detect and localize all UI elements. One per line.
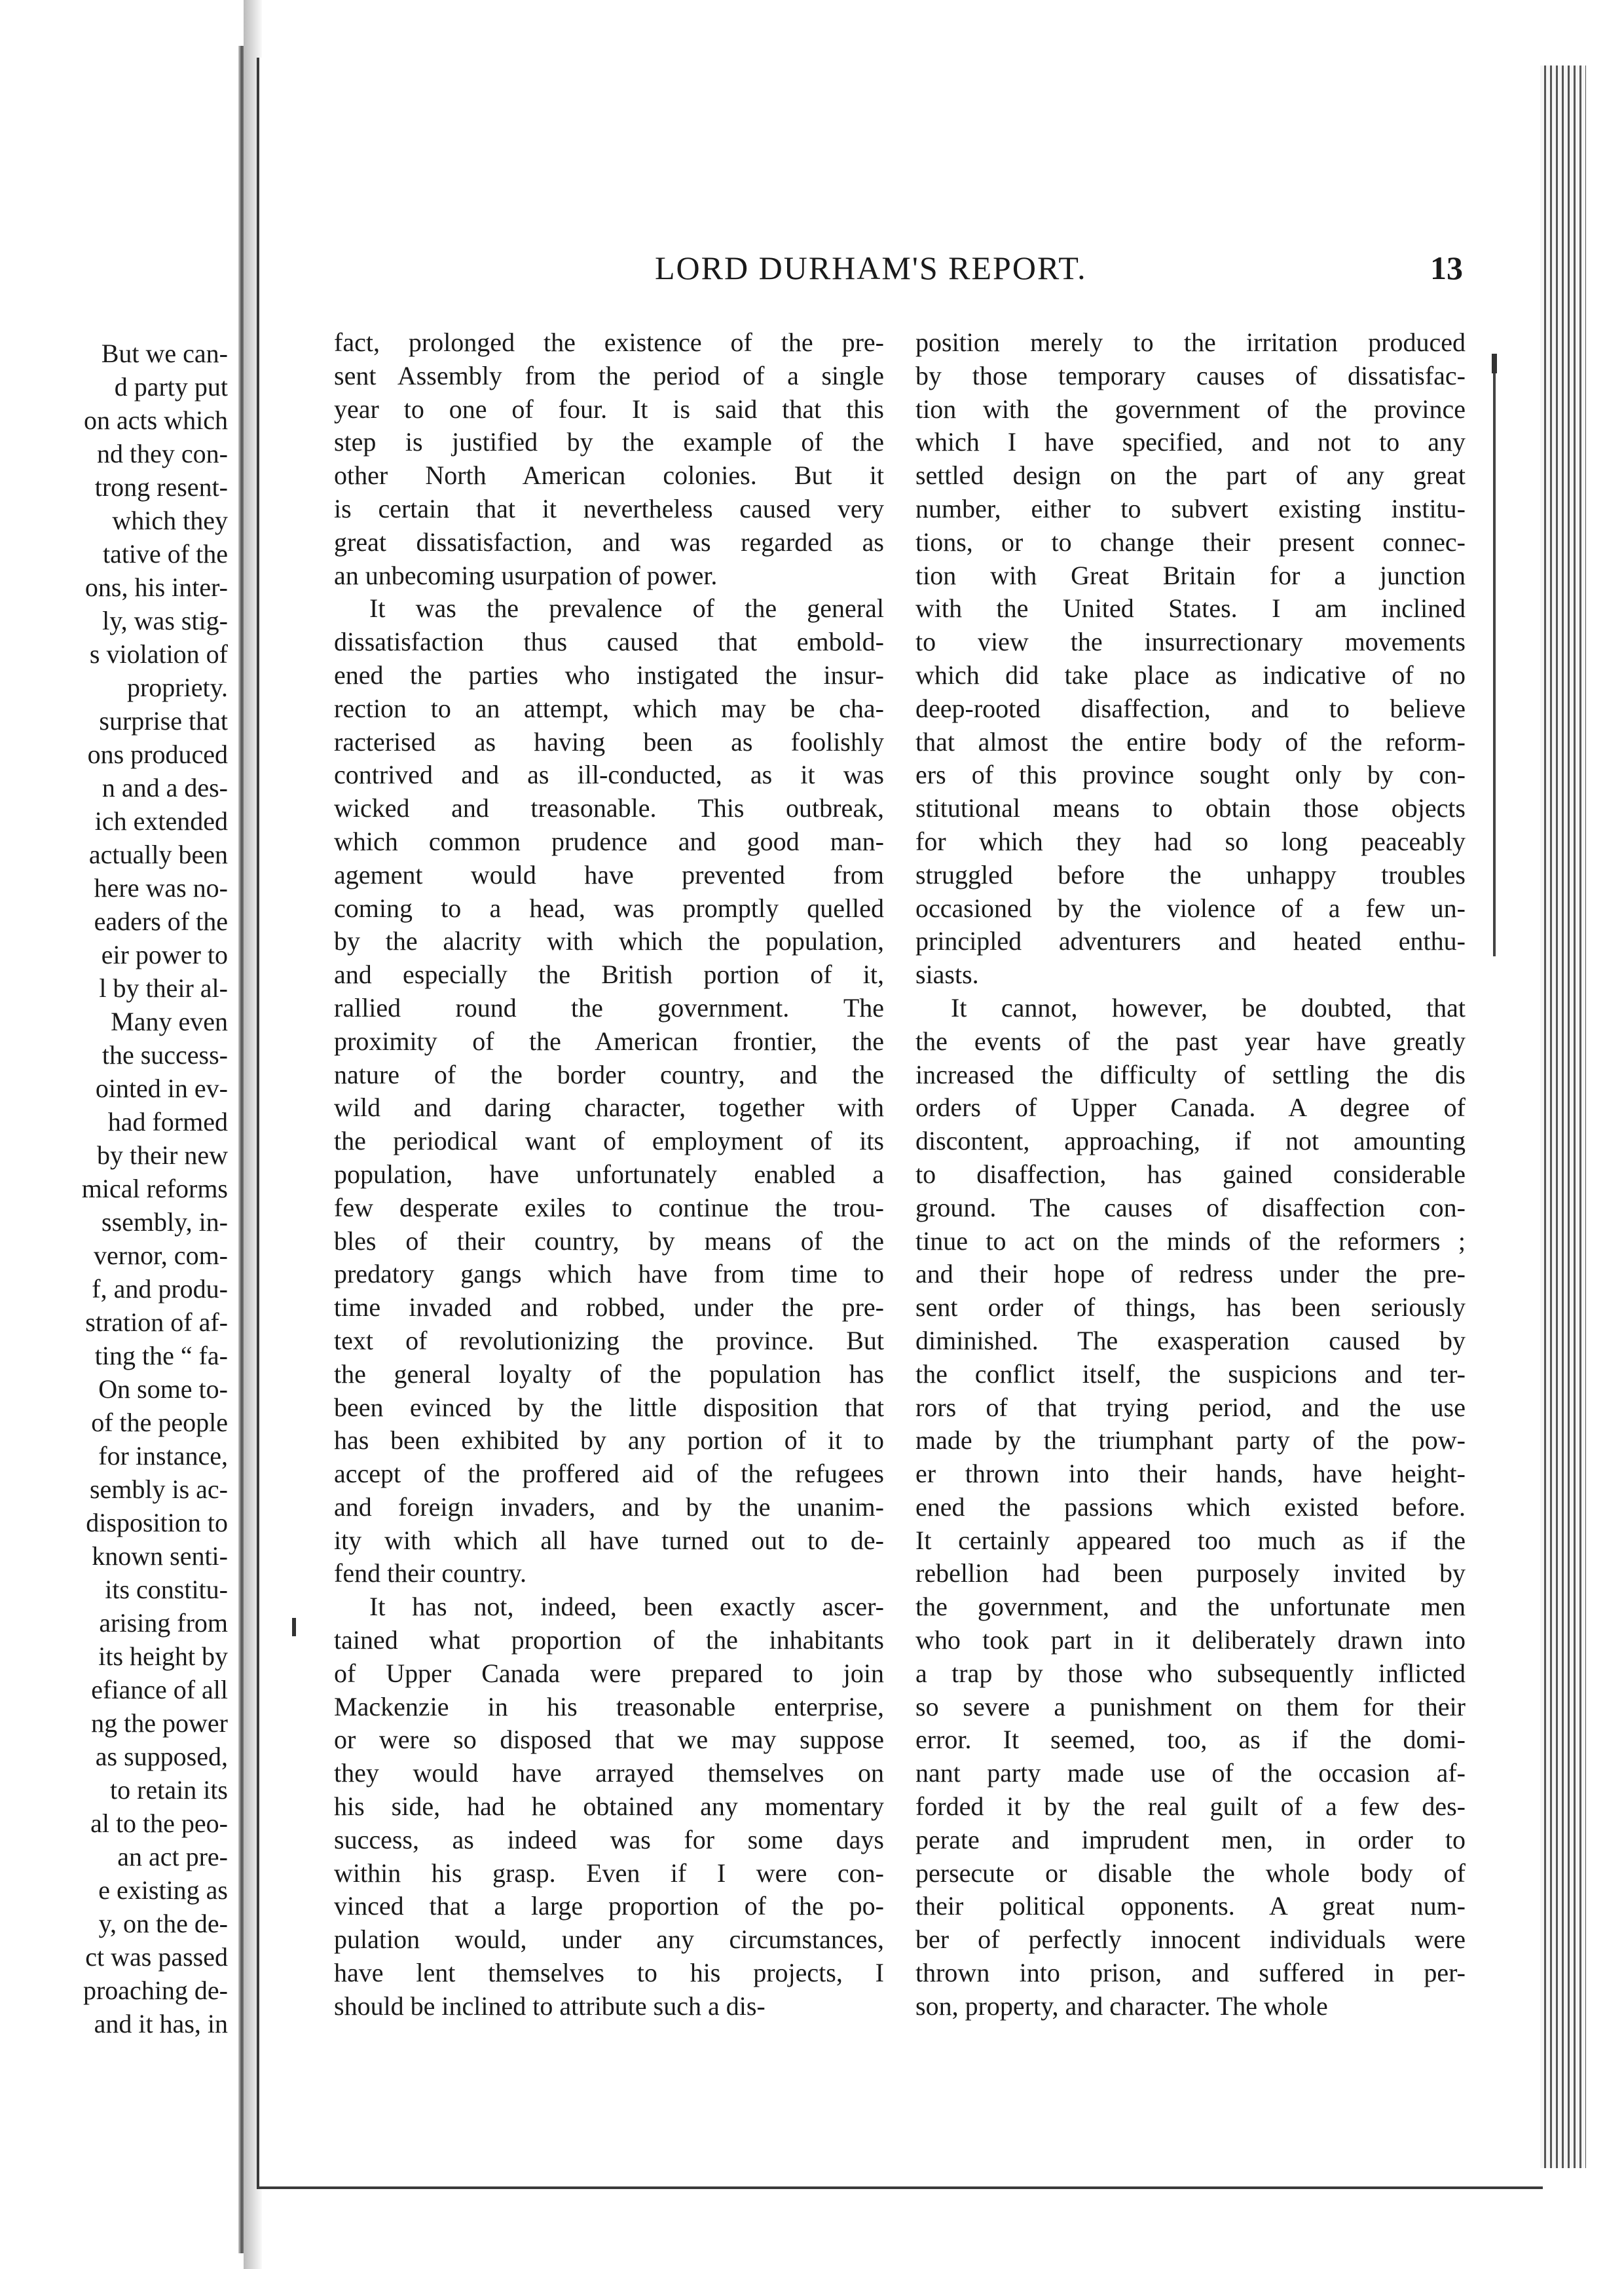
text-line: the government, and the unfortunate men xyxy=(915,1592,1466,1622)
text-line: to disaffection, has gained considerable xyxy=(915,1159,1466,1189)
text-line: occasioned by the violence of a few un- xyxy=(915,893,1466,923)
text-line: position merely to the irritation produced xyxy=(915,328,1466,357)
text-line: vinced that a large proportion of the po- xyxy=(334,1891,884,1921)
text-line: sent order of things, has been seriously xyxy=(915,1292,1466,1322)
facing-page-line: ssembly, in- xyxy=(101,1207,228,1237)
facing-page-line: as supposed, xyxy=(95,1742,228,1771)
page-number: 13 xyxy=(1430,250,1463,286)
text-line: or were so disposed that we may suppose xyxy=(334,1725,884,1755)
text-line: persecute or disable the whole body of xyxy=(915,1858,1466,1888)
facing-page-line: ons produced xyxy=(87,740,228,769)
margin-tick xyxy=(292,1618,296,1636)
facing-page-line: nd they con- xyxy=(97,439,228,468)
text-line: the periodical want of employment of its xyxy=(334,1126,884,1156)
text-line: so severe a punishment on them for their xyxy=(915,1691,1466,1721)
facing-page-line: ng the power xyxy=(91,1708,228,1738)
text-line: they would have arrayed themselves on xyxy=(334,1758,884,1788)
text-line: wicked and treasonable. This outbreak, xyxy=(334,793,884,823)
text-column-left xyxy=(334,326,884,2023)
facing-page-line: propriety. xyxy=(126,673,228,702)
facing-page xyxy=(0,46,244,2253)
facing-page-line: here was no- xyxy=(94,873,228,903)
text-line: ened the passions which existed before. xyxy=(915,1491,1466,1522)
facing-page-line: proaching de- xyxy=(83,1976,228,2005)
text-line: bles of their country, by means of the xyxy=(334,1226,884,1256)
facing-page-line: f, and produ- xyxy=(92,1274,228,1303)
facing-page-line: al to the peo- xyxy=(90,1809,228,1838)
text-line: rors of that trying period, and the use xyxy=(915,1392,1466,1422)
text-line: an unbecoming usurpation of power. xyxy=(334,560,718,590)
facing-page-line: e existing as xyxy=(98,1875,228,1905)
text-line: the events of the past year have greatly xyxy=(915,1026,1466,1056)
text-line: and their hope of redress under the pre- xyxy=(915,1259,1466,1289)
text-line: which did take place as indicative of no xyxy=(915,660,1466,690)
facing-page-line: tative of the xyxy=(102,539,228,569)
facing-page-line: its constitu- xyxy=(105,1575,228,1604)
text-line: step is justified by the example of the xyxy=(334,427,884,457)
facing-page-line: on acts which xyxy=(84,405,228,435)
text-line: ber of perfectly innocent individuals were xyxy=(915,1924,1466,1955)
text-line: rection to an attempt, which may be cha- xyxy=(334,693,884,723)
text-line: pulation would, under any circumstances, xyxy=(334,1924,884,1955)
text-line: which I have specified, and not to any xyxy=(915,427,1466,457)
facing-page-line: which they xyxy=(112,506,228,535)
text-line: ground. The causes of disaffection con- xyxy=(915,1192,1466,1222)
facing-page-line: to retain its xyxy=(110,1775,228,1805)
facing-page-line: ly, was stig- xyxy=(102,606,228,635)
running-head: LORD DURHAM'S REPORT. xyxy=(655,250,1087,286)
text-line: It cannot, however, be doubted, that xyxy=(951,992,1466,1022)
text-line: the conflict itself, the suspicions and ter- xyxy=(915,1359,1466,1389)
text-line: ity with which all have turned out to de- xyxy=(334,1525,884,1555)
facing-page-edge xyxy=(238,46,244,2253)
text-line: rebellion had been purposely invited by xyxy=(915,1558,1466,1588)
facing-page-line: vernor, com- xyxy=(94,1241,228,1270)
text-line: and especially the British portion of it, xyxy=(334,960,884,990)
text-line: error. It seemed, too, as if the domi- xyxy=(915,1725,1466,1755)
text-line: racterised as having been as foolishly xyxy=(334,726,884,757)
facing-page-line: had formed xyxy=(107,1107,228,1136)
text-line: by the alacrity with which the population, xyxy=(334,926,884,956)
facing-page-line: the success- xyxy=(101,1040,228,1070)
facing-page-line: of the people xyxy=(91,1408,228,1437)
facing-page-line: ich extended xyxy=(94,806,228,836)
text-line: have lent themselves to his projects, I xyxy=(334,1958,884,1988)
text-line: Mackenzie in his treasonable enterprise, xyxy=(334,1691,884,1721)
text-line: and foreign invaders, and by the unanim- xyxy=(334,1491,884,1522)
text-line: ers of this province sought only by con- xyxy=(915,760,1466,790)
facing-page-line: s violation of xyxy=(89,639,228,669)
facing-page-line: arising from xyxy=(99,1608,228,1638)
text-line: orders of Upper Canada. A degree of xyxy=(915,1093,1466,1123)
text-line: forded it by the real guilt of a few des- xyxy=(915,1791,1466,1822)
text-line: tained what proportion of the inhabitants xyxy=(334,1625,884,1655)
text-line: of Upper Canada were prepared to join xyxy=(334,1658,884,1688)
text-line: increased the difficulty of settling the dis xyxy=(915,1059,1466,1089)
text-line: It certainly appeared too much as if the xyxy=(915,1525,1466,1555)
text-line: rallied round the government. The xyxy=(334,992,884,1022)
text-line: made by the triumphant party of the pow- xyxy=(915,1425,1466,1455)
facing-page-line: by their new xyxy=(97,1140,228,1170)
facing-page-line: efiance of all xyxy=(91,1675,228,1704)
page-stack-edge xyxy=(1540,66,1586,2168)
text-line: other North American colonies. But it xyxy=(334,460,884,491)
text-line: within his grasp. Even if I were con- xyxy=(334,1858,884,1888)
text-line: text of revolutionizing the province. But xyxy=(334,1325,884,1355)
text-line: stitutional means to obtain those objects xyxy=(915,793,1466,823)
text-line: is certain that it nevertheless caused very xyxy=(334,493,884,523)
facing-page-line: eaders of the xyxy=(94,907,228,936)
facing-page-line: and it has, in xyxy=(94,2009,228,2038)
text-line: proximity of the American frontier, the xyxy=(334,1026,884,1056)
facing-page-line: ting the “ fa- xyxy=(94,1341,228,1370)
text-line: settled design on the part of any great xyxy=(915,460,1466,491)
facing-page-line: stration of af- xyxy=(85,1307,228,1337)
text-line: nature of the border country, and the xyxy=(334,1059,884,1089)
facing-page-line: But we can- xyxy=(101,339,228,368)
text-line: sent Assembly from the period of a single xyxy=(334,360,884,390)
facing-page-line: sembly is ac- xyxy=(89,1474,228,1504)
text-line: his side, had he obtained any momentary xyxy=(334,1791,884,1822)
text-line: agement would have prevented from xyxy=(334,859,884,890)
text-line: coming to a head, was promptly quelled xyxy=(334,893,884,923)
text-line: has been exhibited by any portion of it to xyxy=(334,1425,884,1455)
text-line: their political opponents. A great num- xyxy=(915,1891,1466,1921)
text-column-right xyxy=(915,326,1466,2023)
facing-page-line: ointed in ev- xyxy=(95,1074,228,1103)
text-line: son, property, and character. The whole xyxy=(915,1991,1328,2021)
facing-page-line: known senti- xyxy=(92,1541,228,1571)
text-line: tinue to act on the minds of the reformers ; xyxy=(915,1226,1466,1256)
text-line: thrown into prison, and suffered in per- xyxy=(915,1958,1466,1988)
text-line: that almost the entire body of the reform- xyxy=(915,726,1466,757)
text-line: who took part in it deliberately drawn into xyxy=(915,1625,1466,1655)
facing-page-line: disposition to xyxy=(86,1508,228,1537)
text-line: contrived and as ill-conducted, as it was xyxy=(334,760,884,790)
text-line: to view the insurrectionary movements xyxy=(915,627,1466,657)
text-line: predatory gangs which have from time to xyxy=(334,1259,884,1289)
text-line: perate and imprudent men, in order to xyxy=(915,1824,1466,1854)
text-line: few desperate exiles to continue the trou- xyxy=(334,1192,884,1222)
text-line: It has not, indeed, been exactly ascer- xyxy=(369,1592,884,1622)
facing-page-line: surprise that xyxy=(99,706,228,736)
facing-page-line: its height by xyxy=(98,1641,228,1671)
facing-page-line: On some to- xyxy=(98,1374,228,1404)
facing-page-line: mical reforms xyxy=(81,1174,228,1203)
text-line: a trap by those who subsequently inflicted xyxy=(915,1658,1466,1688)
facing-page-line: an act pre- xyxy=(117,1842,228,1871)
text-line: number, either to subvert existing institu- xyxy=(915,493,1466,523)
facing-page-line: actually been xyxy=(88,840,228,869)
text-line: It was the prevalence of the general xyxy=(369,593,884,624)
text-line: by those temporary causes of dissatisfac- xyxy=(915,360,1466,390)
text-line: population, have unfortunately enabled a xyxy=(334,1159,884,1189)
text-line: success, as indeed was for some days xyxy=(334,1824,884,1854)
text-line: principled adventurers and heated enthu- xyxy=(915,926,1466,956)
text-line: diminished. The exasperation caused by xyxy=(915,1325,1466,1355)
text-line: ened the parties who instigated the insur- xyxy=(334,660,884,690)
text-line: fend their country. xyxy=(334,1558,526,1588)
facing-page-line: eir power to xyxy=(101,940,228,969)
text-line: discontent, approaching, if not amounting xyxy=(915,1126,1466,1156)
facing-page-line: trong resent- xyxy=(94,472,228,502)
text-line: year to one of four. It is said that this xyxy=(334,394,884,424)
text-line: tions, or to change their present connec- xyxy=(915,527,1466,557)
text-line: the general loyalty of the population has xyxy=(334,1359,884,1389)
facing-page-text xyxy=(0,337,228,2040)
text-line: been evinced by the little disposition that xyxy=(334,1392,884,1422)
facing-page-line: ons, his inter- xyxy=(84,572,228,602)
facing-page-line: ct was passed xyxy=(85,1942,228,1972)
text-line: struggled before the unhappy troubles xyxy=(915,859,1466,890)
facing-page-line: l by their al- xyxy=(99,973,228,1003)
text-line: should be inclined to attribute such a dis- xyxy=(334,1991,766,2021)
text-line: wild and daring character, together with xyxy=(334,1093,884,1123)
facing-page-line: n and a des- xyxy=(101,773,228,802)
text-line: siasts. xyxy=(915,960,979,990)
text-line: fact, prolonged the existence of the pre- xyxy=(334,328,884,357)
facing-page-line: d party put xyxy=(114,372,228,402)
text-line: tion with the government of the province xyxy=(915,394,1466,424)
facing-page-line: for instance, xyxy=(98,1441,228,1471)
text-line: great dissatisfaction, and was regarded as xyxy=(334,527,884,557)
facing-page-line: y, on the de- xyxy=(98,1909,228,1938)
text-line: dissatisfaction thus caused that embold- xyxy=(334,627,884,657)
margin-marking-line xyxy=(1493,354,1496,956)
text-line: for which they had so long peaceably xyxy=(915,826,1466,856)
text-line: with the United States. I am inclined xyxy=(915,593,1466,624)
facing-page-line: Many even xyxy=(111,1007,228,1036)
text-line: time invaded and robbed, under the pre- xyxy=(334,1292,884,1322)
text-line: nant party made use of the occasion af- xyxy=(915,1758,1466,1788)
text-line: er thrown into their hands, have height- xyxy=(915,1459,1466,1489)
text-line: deep-rooted disaffection, and to believe xyxy=(915,693,1466,723)
text-line: tion with Great Britain for a junction xyxy=(915,560,1466,590)
text-line: which common prudence and good man- xyxy=(334,826,884,856)
text-line: accept of the proffered aid of the refugees xyxy=(334,1459,884,1489)
